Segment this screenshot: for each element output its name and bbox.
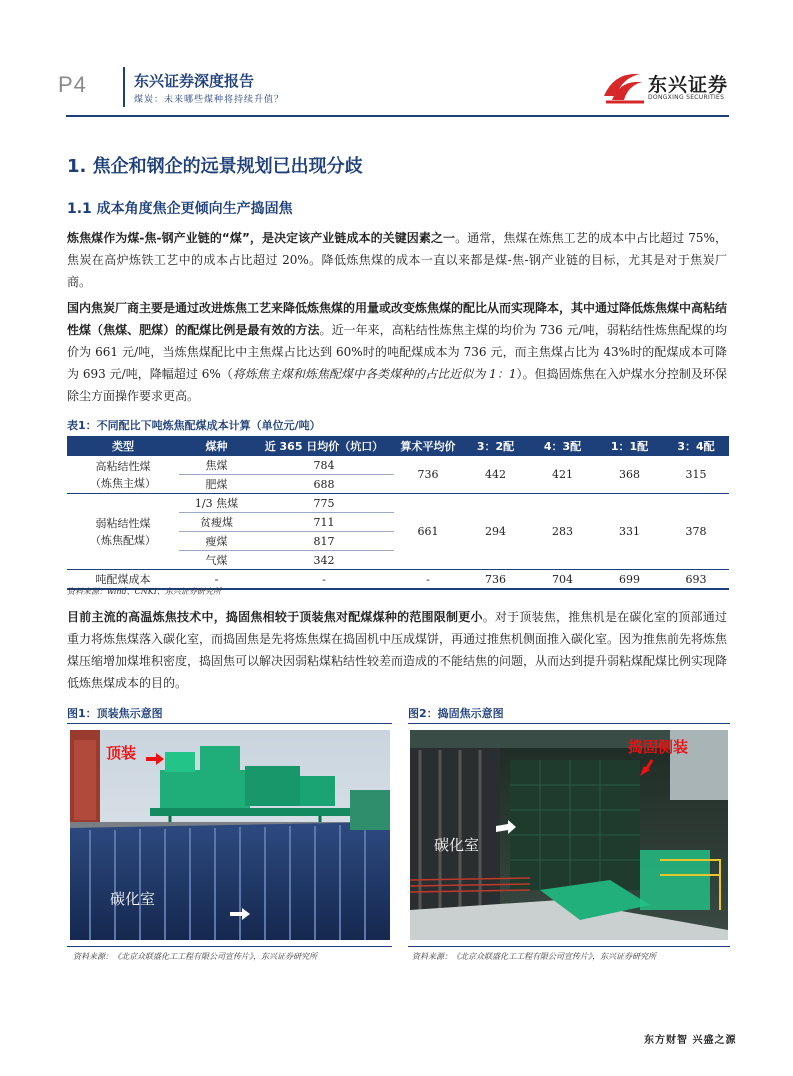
col-header: 4：3配: [529, 436, 596, 456]
price-cell: 784: [254, 456, 394, 475]
total-cell: -: [254, 570, 394, 590]
total-cell: 704: [529, 570, 596, 590]
avg-cell: 661: [394, 494, 462, 570]
paragraph-3-bold: 目前主流的高温炼焦技术中，捣固焦相较于顶装焦对配煤煤种的范围限制更小: [67, 610, 483, 624]
figure-2-rule: [408, 723, 730, 724]
ratio-cell: 378: [663, 494, 729, 570]
total-cell: 吨配煤成本: [67, 570, 179, 590]
ratio-cell: 368: [596, 456, 663, 494]
price-cell: 775: [254, 494, 394, 513]
paragraph-2-text: 。近一年来，高粘结性炼焦主煤的均价为 736 元/吨，弱粘结性炼焦配煤的均价为 661 元/吨，当炼焦煤配比中主焦煤占比达到 60%时的吨配煤成本为 736 元，而主焦煤占比为 43%时的配煤成本可降为 693 元/吨，降幅超过 6%（: [67, 323, 727, 381]
figure-2-caption: 图2：捣固焦示意图: [408, 707, 504, 720]
coal-kind-cell: 贫瘦煤: [179, 513, 254, 532]
ratio-cell: 421: [529, 456, 596, 494]
col-header: 近 365 日均价（坑口）: [254, 436, 394, 456]
table-header-row: [67, 436, 729, 456]
ratio-cell: 442: [462, 456, 529, 494]
page-number: P4: [58, 72, 87, 97]
price-cell: 817: [254, 532, 394, 551]
figure-1-rule: [67, 723, 392, 724]
coal-type-cell: 高粘结性煤 （炼焦主煤）: [67, 456, 179, 494]
cost-table: [67, 436, 729, 590]
col-header: 1：1配: [596, 436, 663, 456]
paragraph-1: [67, 227, 727, 293]
price-cell: 342: [254, 551, 394, 570]
figure-2-side-label: 捣固侧装: [628, 738, 689, 756]
ratio-cell: 315: [663, 456, 729, 494]
table-source: 资料来源：wind、CNKI、东兴证券研究所: [67, 587, 221, 596]
report-subtitle: 煤炭：未来哪些煤种将持续升值？: [134, 95, 285, 105]
paragraph-3-text: 。对于顶装焦，推焦机是在碳化室的顶部通过重力将炼焦煤落入碳化室，而捣固焦是先将炼焦煤在捣固机中压成煤饼，再通过推焦机侧面推入碳化室。因为推焦前先将炼焦煤压缩增加煤堆积密度，捣固焦可以解决因弱粘煤粘结性较差而造成的不能结焦的问题，从而达到提升弱粘煤配煤比例实现降低炼焦煤成本的目的。: [67, 610, 728, 690]
section-title: 1. 焦企和钢企的远景规划已出现分歧: [67, 156, 363, 177]
coal-type-cell: 弱粘结性煤 （炼焦配煤）: [67, 494, 179, 570]
paragraph-2: [67, 297, 727, 407]
table-row: [67, 456, 729, 475]
col-header: 算术平均价: [394, 436, 462, 456]
total-cell: -: [394, 570, 462, 590]
paragraph-2-bold: 国内焦炭厂商主要是通过改进炼焦工艺来降低炼焦煤的用量或改变炼焦煤的配比从而实现降本，其中通过降低炼焦煤中高粘结性煤（焦煤、肥煤）的配煤比例是最有效的方法: [67, 301, 728, 337]
figure-1-source: 资料来源：《北京众联盛化工工程有限公司宣传片》，东兴证券研究所: [73, 952, 317, 961]
logo-english-name: DONGXING SECURITIES: [648, 94, 725, 101]
coal-kind-cell: 气煤: [179, 551, 254, 570]
avg-cell: 736: [394, 456, 462, 494]
header-divider: [123, 67, 125, 107]
figure-2-chamber-label: 碳化室: [434, 836, 480, 854]
table-caption: 表1：不同配比下吨炼焦配煤成本计算（单位元/吨）: [67, 419, 321, 432]
coal-kind-cell: 焦煤: [179, 456, 254, 475]
logo-chinese-name: 东兴证券: [648, 74, 729, 96]
dongxing-logo-icon: [600, 66, 646, 106]
price-cell: 688: [254, 475, 394, 494]
total-cell: 693: [663, 570, 729, 590]
report-title: 东兴证券深度报告: [134, 72, 255, 90]
ratio-cell: 331: [596, 494, 663, 570]
figure-1-image: [70, 730, 390, 940]
col-header: 3：2配: [462, 436, 529, 456]
table-row: [67, 494, 729, 513]
figure-2-bottom-rule: [408, 946, 730, 947]
figure-2-image: [410, 730, 728, 940]
total-cell: -: [179, 570, 254, 590]
footer-slogan: 东方财智 兴盛之源: [644, 1035, 737, 1046]
figure-1-chamber-label: 碳化室: [110, 890, 156, 908]
header-rule: [66, 115, 729, 117]
figure-1-caption: 图1：顶装焦示意图: [67, 707, 163, 720]
total-cell: 699: [596, 570, 663, 590]
col-header: 3：4配: [663, 436, 729, 456]
coal-kind-cell: 1/3 焦煤: [179, 494, 254, 513]
coal-kind-cell: 肥煤: [179, 475, 254, 494]
total-cell: 736: [462, 570, 529, 590]
paragraph-2-end: ）。但捣固炼焦在入炉煤水分控制及环保除尘方面操作要求更高。: [67, 367, 727, 403]
subsection-title: 1.1 成本角度焦企更倾向生产捣固焦: [67, 201, 293, 217]
ratio-cell: 294: [462, 494, 529, 570]
figure-1-top-label: 顶装: [106, 744, 137, 762]
col-header: 煤种: [179, 436, 254, 456]
ratio-cell: 283: [529, 494, 596, 570]
figure-2-source: 资料来源：《北京众联盛化工工程有限公司宣传片》，东兴证券研究所: [412, 952, 656, 961]
coal-kind-cell: 瘦煤: [179, 532, 254, 551]
paragraph-1-bold: 炼焦煤作为煤-焦-钢产业链的“煤”，是决定该产业链成本的关键因素之一: [67, 231, 456, 245]
figure-1-bottom-rule: [67, 946, 392, 947]
price-cell: 711: [254, 513, 394, 532]
col-header: 类型: [67, 436, 179, 456]
paragraph-2-italic: 将炼焦主煤和炼焦配煤中各类煤种的占比近似为 1：1: [232, 367, 517, 381]
paragraph-1-text: 。通常，焦煤在炼焦工艺的成本中占比超过 75%，焦炭在高炉炼铁工艺中的成本占比超过 20%。降低炼焦煤的成本一直以来都是煤-焦-钢产业链的目标，尤其是对于焦炭厂商。: [67, 231, 727, 289]
paragraph-3: [67, 606, 727, 694]
arrow-right-icon: [146, 752, 166, 766]
